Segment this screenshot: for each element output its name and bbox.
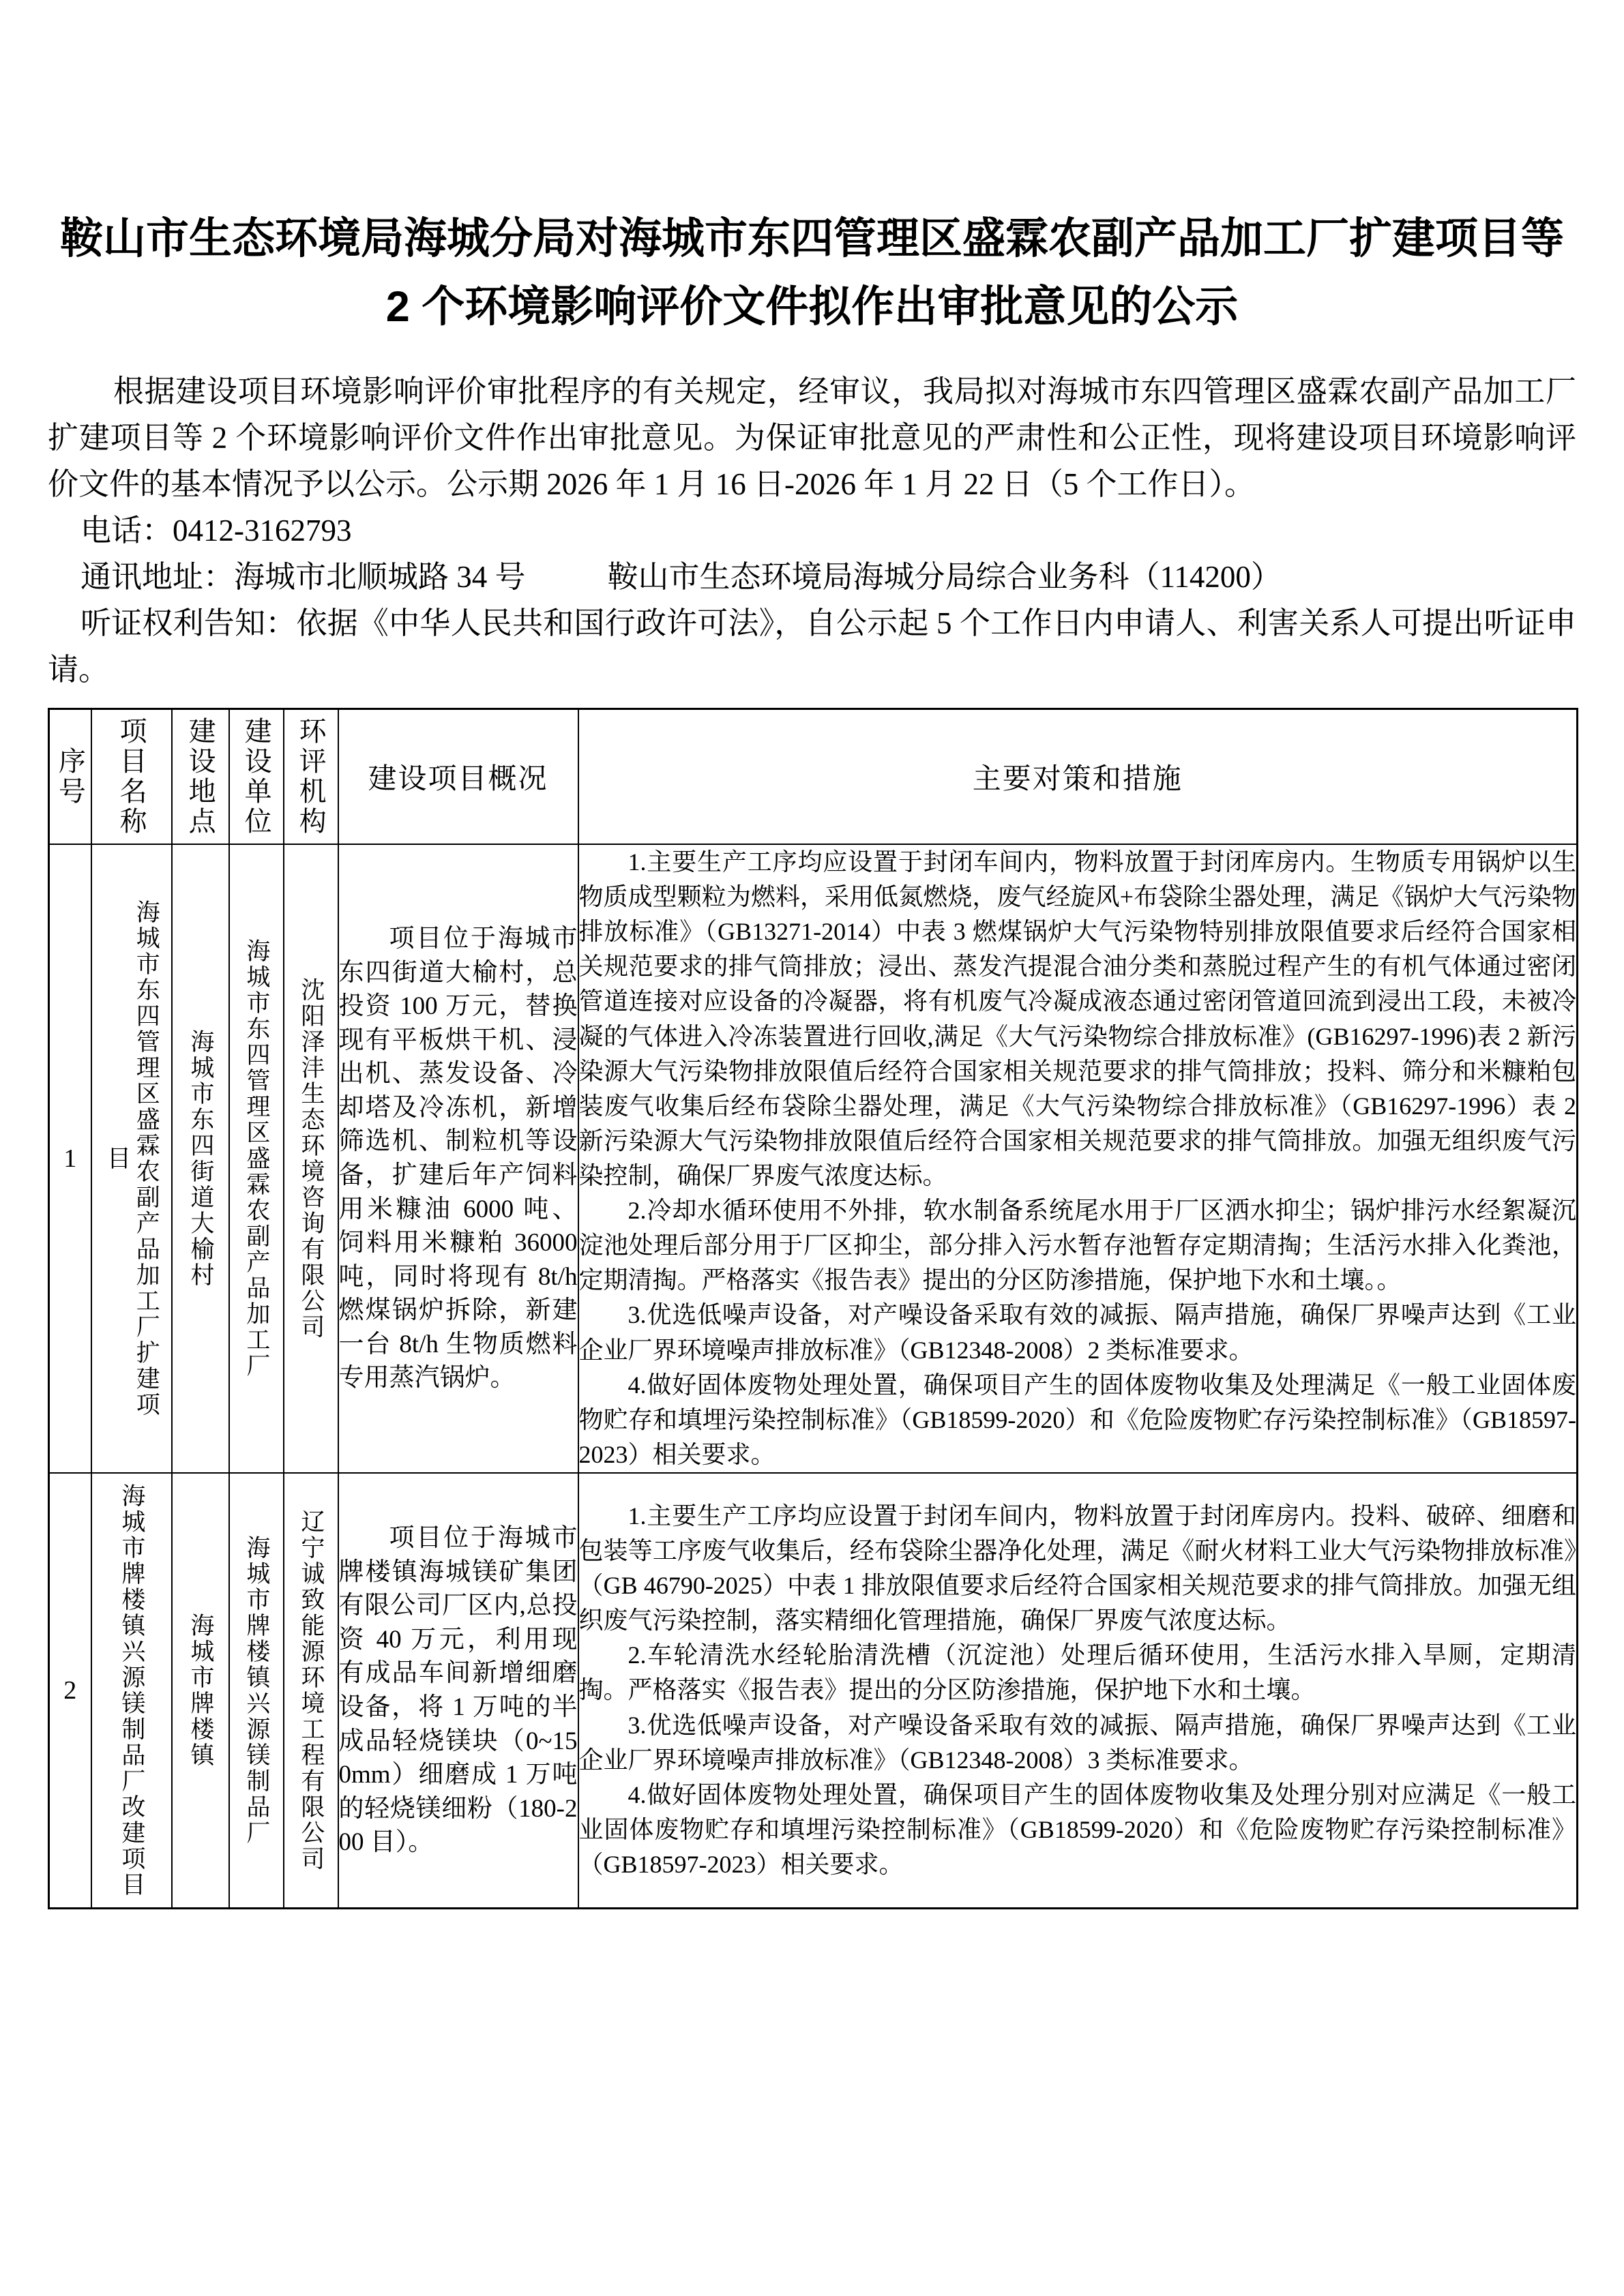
page-title: 鞍山市生态环境局海城分局对海城市东四管理区盛霖农副产品加工厂扩建项目等 2 个环境影响评价文件拟作出审批意见的公示 (60, 215, 1564, 331)
row-measures (578, 844, 1578, 1473)
measure-item: 1.主要生产工序均应设置于封闭车间内，物料放置于封闭库房内。生物质专用锅炉以生物质成型颗粒为燃料，采用低氮燃烧，废气经旋风+布袋除尘器处理，满足《锅炉大气污染物排放标准》（GB13271-2014）中表 3 燃煤锅炉大气污染物特别排放限值要求后经符合国家相关规范要求的排气筒排放；浸出、蒸发汽提混合油分类和蒸脱过程产生的有机气体通过密闭管道连接对应设备的冷凝器，将有机废气冷凝成液态通过密闭管道回流到浸出工段，未被冷凝的气体进入冷冻装置进行回收,满足《大气污染物综合排放标准》(GB16297-1996)表 2 新污染源大气污染物排放限值后经符合国家相关规范要求的排气筒排放；投料、筛分和米糠粕包装废气收集后经布袋除尘器处理，满足《大气污染物综合排放标准》（GB16297-1996）表 2 新污染源大气污染物排放限值后经符合国家相关规范要求的排气筒排放。加强无组织废气污染控制，确保厂界废气浓度达标。 (578, 848, 1576, 1189)
measure-item: 2.冷却水循环使用不外排，软水制备系统尾水用于厂区洒水抑尘；锅炉排污水经絮凝沉淀池处理后部分用于厂区抑尘，部分排入污水暂存池暂存定期清掏；生活污水排入化粪池，定期清掏。严格落实《报告表》提出的分区防渗措施，保护地下水和土壤。。 (578, 1197, 1576, 1294)
header-project-name (91, 709, 172, 845)
measure-item: 1.主要生产工序均应设置于封闭车间内，物料放置于封闭库房内。投料、破碎、细磨和包装等工序废气收集后，经布袋除尘器净化处理，满足《耐火材料工业大气污染物排放标准》（GB 46790-2025）中表 1 排放限值要求后经符合国家相关规范要求的排气筒排放。加强无组织废气污染控制，落实精细化管理措施，确保厂界废气浓度达标。 (578, 1502, 1576, 1635)
phone-line: 电话：0412-3162793 (80, 513, 352, 548)
address-office: 鞍山市生态环境局海城分局综合业务科（114200） (607, 560, 1282, 594)
row-build-unit (229, 1473, 284, 1909)
hearing-rights-line: 听证权利告知：依据《中华人民共和国行政许可法》，自公示起 5 个工作日内申请人、利害关系人可提出听证申请。 (48, 606, 1576, 687)
header-build-unit-label: 建设单位 (241, 717, 272, 837)
intro-paragraph: 根据建设项目环境影响评价审批程序的有关规定，经审议，我局拟对海城市东四管理区盛霖农副产品加工厂扩建项目等 2 个环境影响评价文件作出审批意见。为保证审批意见的严肃性和公正性，现将建设项目环境影响评价文件的基本情况予以公示。公示期 2026 年 1 月 16 日-2026 年 1 月 22 日（5 个工作日）。 (48, 374, 1576, 501)
header-eia-org (284, 709, 338, 845)
table-row (49, 1473, 1578, 1909)
header-build-location (172, 709, 229, 845)
notice-body (48, 368, 1576, 693)
header-eia-org-label: 环评机构 (295, 717, 327, 837)
row-build-unit-text: 海城市东四管理区盛霖农副产品加工厂 (243, 938, 270, 1379)
measure-item: 3.优选低噪声设备，对产噪设备采取有效的减振、隔声措施，确保厂界噪声达到《工业企业厂界环境噪声排放标准》（GB12348-2008）2 类标准要求。 (578, 1301, 1576, 1364)
header-index-label: 序号 (55, 747, 86, 807)
row-project-name-text: 海城市牌楼镇兴源镁制品厂改建项目 (118, 1482, 145, 1898)
row-measures (578, 1473, 1578, 1909)
table-header-row (49, 709, 1578, 845)
row-eia-org (284, 1473, 338, 1909)
row-build-location (172, 1473, 229, 1909)
header-overview: 建设项目概况 (338, 709, 578, 845)
header-measures: 主要对策和措施 (578, 709, 1578, 845)
row-eia-org-text: 辽宁诚致能源环境工程有限公司 (297, 1508, 325, 1872)
address-label: 通讯地址：海城市北顺城路 34 号 (80, 560, 526, 594)
row-eia-org-text: 沈阳泽沣生态环境咨询有限公司 (297, 976, 325, 1340)
row-project-name (91, 1473, 172, 1909)
row-build-location (172, 844, 229, 1473)
measure-item: 4.做好固体废物处理处置，确保项目产生的固体废物收集及处理分别对应满足《一般工业固体废物贮存和填埋污染控制标准》（GB18599-2020）和《危险废物贮存污染控制标准》（GB18597-2023）相关要求。 (578, 1780, 1576, 1878)
projects-table (48, 708, 1578, 1909)
measure-item: 3.优选低噪声设备，对产噪设备采取有效的减振、隔声措施，确保厂界噪声达到《工业企业厂界环境噪声排放标准》（GB12348-2008）3 类标准要求。 (578, 1711, 1576, 1774)
header-project-name-label: 项目名称 (116, 717, 147, 837)
row-build-unit (229, 844, 284, 1473)
row-project-name-text: 海城市东四管理区盛霖农副产品加工厂扩建项目 (104, 899, 160, 1418)
row-overview: 项目位于海城市东四街道大榆村，总投资 100 万元，替换现有平板烘干机、浸出机、蒸发设备、冷却塔及冷冻机，新增筛选机、制粒机等设备，扩建后年产饲料用米糠油 6000 吨、饲料用米糠粕 36000 吨，同时将现有 8t/h 燃煤锅炉拆除，新建一台 8t/h 生物质燃料专用蒸汽锅炉。 (338, 844, 578, 1473)
address-line (48, 554, 1576, 600)
projects-table-wrap (48, 708, 1576, 1909)
row-eia-org (284, 844, 338, 1473)
row-build-location-text: 海城市东四街道大榆村 (187, 1028, 214, 1288)
table-row (49, 844, 1578, 1473)
row-overview: 项目位于海城市牌楼镇海城镁矿集团有限公司厂区内,总投资 40 万元，利用现有成品车间新增细磨设备，将 1 万吨的半成品轻烧镁块（0~150mm）细磨成 1 万吨的轻烧镁细粉（180-200 目）。 (338, 1473, 578, 1909)
measure-item: 2.车轮清洗水经轮胎清洗槽（沉淀池）处理后循环使用，生活污水排入旱厕，定期清掏。严格落实《报告表》提出的分区防渗措施，保护地下水和土壤。 (578, 1641, 1576, 1704)
row-index: 2 (49, 1473, 91, 1909)
measure-item: 4.做好固体废物处理处置，确保项目产生的固体废物收集及处理满足《一般工业固体废物贮存和填埋污染控制标准》（GB18599-2020）和《危险废物贮存污染控制标准》（GB18597-2023）相关要求。 (578, 1371, 1576, 1468)
row-build-location-text: 海城市牌楼镇 (187, 1612, 214, 1768)
header-index (49, 709, 91, 845)
row-index: 1 (49, 844, 91, 1473)
row-build-unit-text: 海城市牌楼镇兴源镁制品厂 (243, 1534, 270, 1846)
row-project-name (91, 844, 172, 1473)
header-build-unit (229, 709, 284, 845)
header-build-location-label: 建设地点 (185, 717, 216, 837)
